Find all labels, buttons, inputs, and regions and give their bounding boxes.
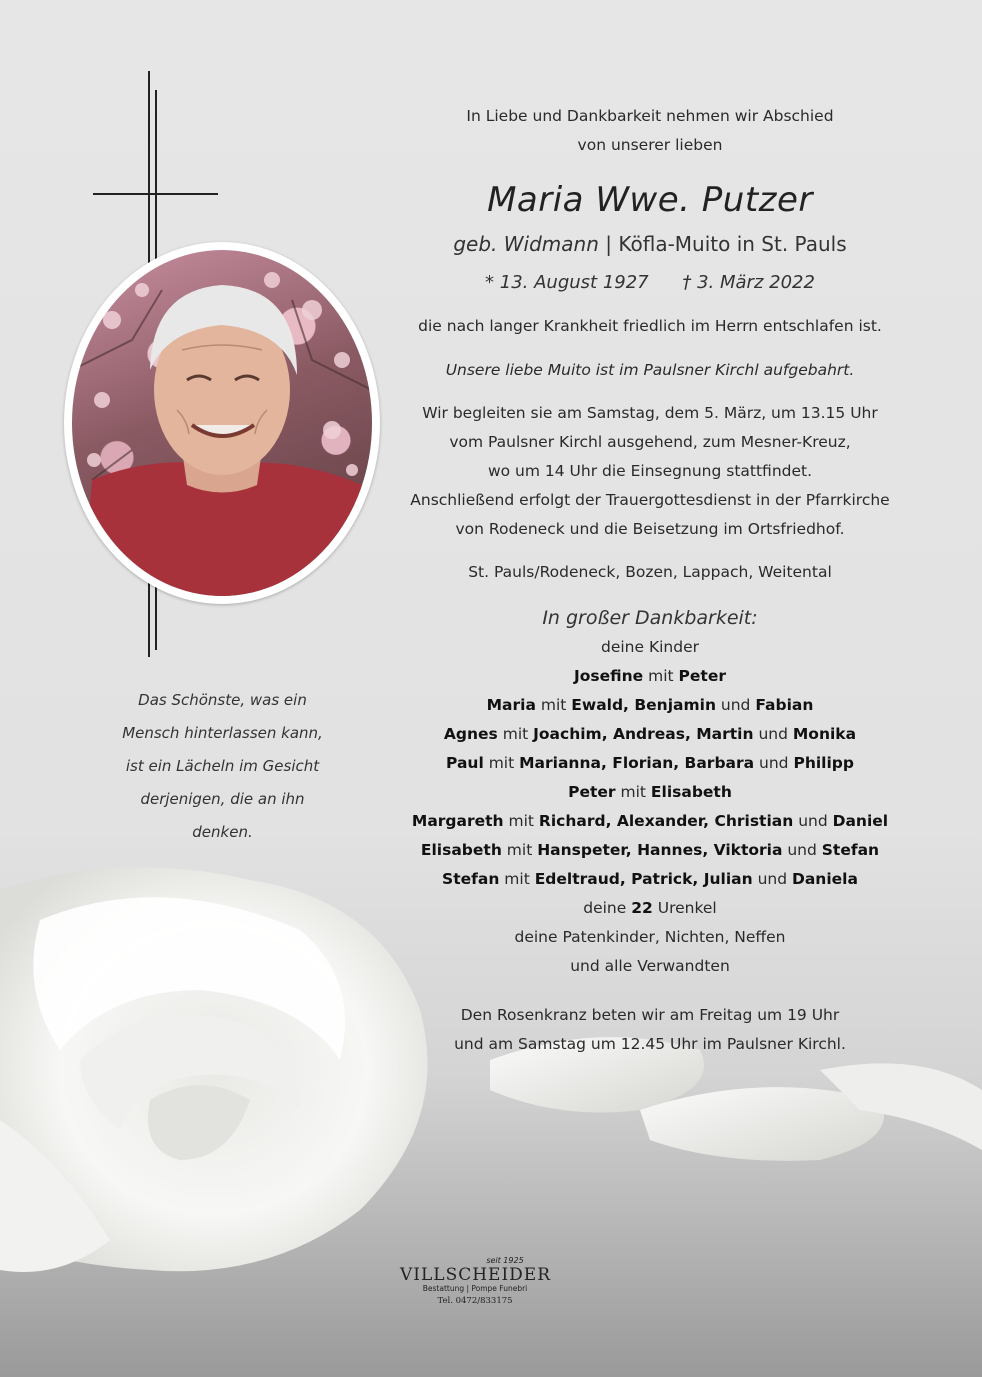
funeral-line: wo um 14 Uhr die Einsegnung stattfindet. <box>487 462 813 480</box>
intro-line: In Liebe und Dankbarkeit nehmen wir Abschied <box>466 107 834 125</box>
portrait-photo <box>72 250 372 596</box>
cross-horizontal-line <box>93 193 218 195</box>
funeral-details <box>400 399 900 544</box>
family-line <box>400 662 900 691</box>
funeral-home-logo <box>400 1256 550 1308</box>
funeral-line: vom Paulsner Kirchl ausgehend, zum Mesner-Kreuz, <box>449 433 851 451</box>
partner-names: Marianna, Florian, Barbara <box>519 754 755 772</box>
funeral-line: Anschließend erfolgt der Trauergottesdienst in der Pfarrkirche <box>410 491 890 509</box>
last-name: Stefan <box>821 841 880 859</box>
rosary-line: und am Samstag um 12.45 Uhr im Paulsner Kirchl. <box>454 1035 846 1053</box>
child-name: Josefine <box>574 667 644 685</box>
child-name: Maria <box>486 696 536 714</box>
child-name: Peter <box>568 783 616 801</box>
connector: mit <box>643 667 679 685</box>
rosary-note <box>400 1001 900 1059</box>
connector: mit <box>615 783 651 801</box>
connector: mit <box>483 754 520 772</box>
origin: Köfla-Muito in St. Pauls <box>618 232 847 256</box>
last-name: Monika <box>792 725 857 743</box>
funeral-line: von Rodeneck und die Beisetzung im Ortsfriedhof. <box>455 520 845 538</box>
connector: mit <box>503 812 539 830</box>
grandkids-count: 22 <box>631 899 653 917</box>
great-grandchildren-line <box>400 894 900 923</box>
family-line <box>400 720 900 749</box>
partner-names: Hanspeter, Hannes, Viktoria <box>537 841 783 859</box>
rosary-line: Den Rosenkranz beten wir am Freitag um 19 Uhr <box>460 1006 840 1024</box>
partner-names: Edeltraud, Patrick, Julian <box>534 870 753 888</box>
last-name: Philipp <box>793 754 854 772</box>
maiden-name: geb. Widmann <box>453 232 599 256</box>
places-line: St. Pauls/Rodeneck, Bozen, Lappach, Weitental <box>468 563 832 581</box>
family-line <box>400 749 900 778</box>
connector: mit <box>535 696 572 714</box>
funeral-line: Wir begleiten sie am Samstag, dem 5. März, um 13.15 Uhr <box>422 404 878 422</box>
child-name: Elisabeth <box>420 841 502 859</box>
relatives-line: und alle Verwandten <box>570 957 730 975</box>
obituary-text <box>400 102 900 1059</box>
memorial-quote <box>110 684 335 849</box>
portrait-frame <box>64 242 380 604</box>
connector: und <box>752 870 792 888</box>
laid-out-note: Unsere liebe Muito ist im Paulsner Kirchl aufgebahrt. <box>445 361 855 379</box>
family-list <box>400 633 900 981</box>
portrait-illustration <box>72 250 372 596</box>
family-line <box>400 691 900 720</box>
thanks-heading: In großer Dankbarkeit: <box>542 607 758 629</box>
last-name: Fabian <box>755 696 814 714</box>
family-line <box>400 778 900 807</box>
intro-line: von unserer lieben <box>577 136 723 154</box>
connector: mit <box>501 841 538 859</box>
children-intro: deine Kinder <box>600 638 699 656</box>
logo-since: seit 1925 <box>486 1256 524 1265</box>
partner-names: Ewald, Benjamin <box>571 696 716 714</box>
quote-line: Mensch hinterlassen kann, <box>122 724 323 742</box>
connector: und <box>754 754 794 772</box>
partner-names: Elisabeth <box>650 783 732 801</box>
last-name: Daniel <box>832 812 889 830</box>
quote-line: denken. <box>192 823 253 841</box>
family-line <box>400 865 900 894</box>
child-name: Stefan <box>442 870 500 888</box>
connector: und <box>793 812 833 830</box>
separator: | <box>605 232 612 256</box>
quote-line: Das Schönste, was ein <box>138 691 307 709</box>
passing-note: die nach langer Krankheit friedlich im Herrn entschlafen ist. <box>418 317 882 335</box>
grandkids-suffix: Urenkel <box>652 899 717 917</box>
connector: und <box>753 725 793 743</box>
partner-names: Peter <box>678 667 726 685</box>
child-name: Paul <box>446 754 484 772</box>
death-date: † 3. März 2022 <box>682 272 815 293</box>
logo-brand: VILLSCHEIDER <box>400 1265 552 1285</box>
connector: mit <box>497 725 534 743</box>
connector: mit <box>499 870 535 888</box>
partner-names: Joachim, Andreas, Martin <box>533 725 754 743</box>
family-line <box>400 836 900 865</box>
deceased-name: Maria Wwe. Putzer <box>487 180 813 220</box>
last-name: Daniela <box>791 870 858 888</box>
connector: und <box>715 696 756 714</box>
family-line <box>400 807 900 836</box>
logo-phone: Tel. 0472/833175 <box>437 1296 513 1306</box>
logo-subtitle: Bestattung | Pompe Funebri <box>422 1284 528 1293</box>
birth-date: * 13. August 1927 <box>485 272 649 293</box>
quote-line: ist ein Lächeln im Gesicht <box>125 757 320 775</box>
grandkids-prefix: deine <box>583 899 632 917</box>
maiden-origin-line <box>400 228 900 260</box>
child-name: Agnes <box>443 725 498 743</box>
partner-names: Richard, Alexander, Christian <box>538 812 794 830</box>
child-name: Margareth <box>411 812 504 830</box>
relatives-line: deine Patenkinder, Nichten, Neffen <box>514 928 786 946</box>
life-dates <box>400 268 900 298</box>
quote-line: derjenigen, die an ihn <box>140 790 305 808</box>
connector: und <box>782 841 822 859</box>
